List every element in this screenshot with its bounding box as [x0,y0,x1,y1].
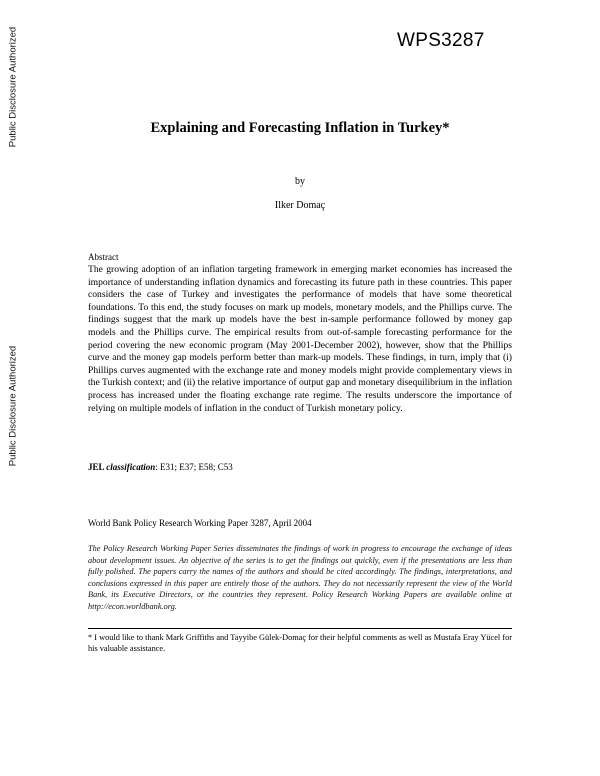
jel-label-italic: classification [106,462,156,472]
paper-title: Explaining and Forecasting Inflation in Turkey* [150,120,450,136]
working-paper-citation: World Bank Policy Research Working Paper 3287, April 2004 [88,518,312,528]
author-name: Ilker Domaç [274,200,326,211]
jel-label-prefix: JEL [88,462,107,472]
jel-label [88,462,155,472]
byline-by: by [295,176,305,187]
report-number: WPS3287 [397,30,485,51]
abstract-text: The growing adoption of an inflation targeting framework in emerging market economies has increased the importance of understanding inflation dynamics and forecasting its future path in these countries. This paper considers the case of Turkey and investigates the performance of models that have some theoretical foundations. To this end, the study focuses on mark up models, monetary models, and the Phillips curve. The findings suggest that the mark up models have the best in-sample performance followed by money gap models and the Phillips curve. The empirical results from out-of-sample forecasting performance for the period covering the new economic program (May 2001-December 2002), however, show that the Phillips curve and the money gap models perform better than mark-up models. These findings, in turn, imply that (i) Phillips curves augmented with the exchange rate and money models might provide complementary views in the Turkish context; and (ii) the relative importance of output gap and monetary disequilibrium in the inflation process has increased under the floating exchange rate regime. The results underscore the importance of relying on multiple models of inflation in the conduct of Turkish monetary policy. [88,264,512,414]
jel-classification [88,462,233,472]
jel-codes: E31; E37; E58; C53 [157,462,233,472]
series-disclaimer: The Policy Research Working Paper Series disseminates the findings of work in progress to encourage the exchange of ideas about development issues. An objective of the series is to get the findings out quickly, even if the presentations are less than fully polished. The papers carry the names of the authors and should be cited accordingly. The findings, interpretations, and conclusions expressed in this paper are entirely those of the authors. They do not necessarily represent the view of the World Bank, its Executive Directors, or the countries they represent. Policy Research Working Papers are available online at http://econ.worldbank.org. [88,544,512,611]
abstract-heading: Abstract [88,252,119,262]
disclosure-label-top: Public Disclosure Authorized [7,26,19,148]
acknowledgement-footnote: * I would like to thank Mark Griffiths and Tayyibe Gülek-Domaç for their helpful comments as well as Mustafa Eray Yücel for his valuable assistance. [88,633,512,654]
footnote-divider [88,628,512,629]
disclosure-label-middle: Public Disclosure Authorized [7,345,19,467]
jel-label-suffix: : [155,462,158,472]
